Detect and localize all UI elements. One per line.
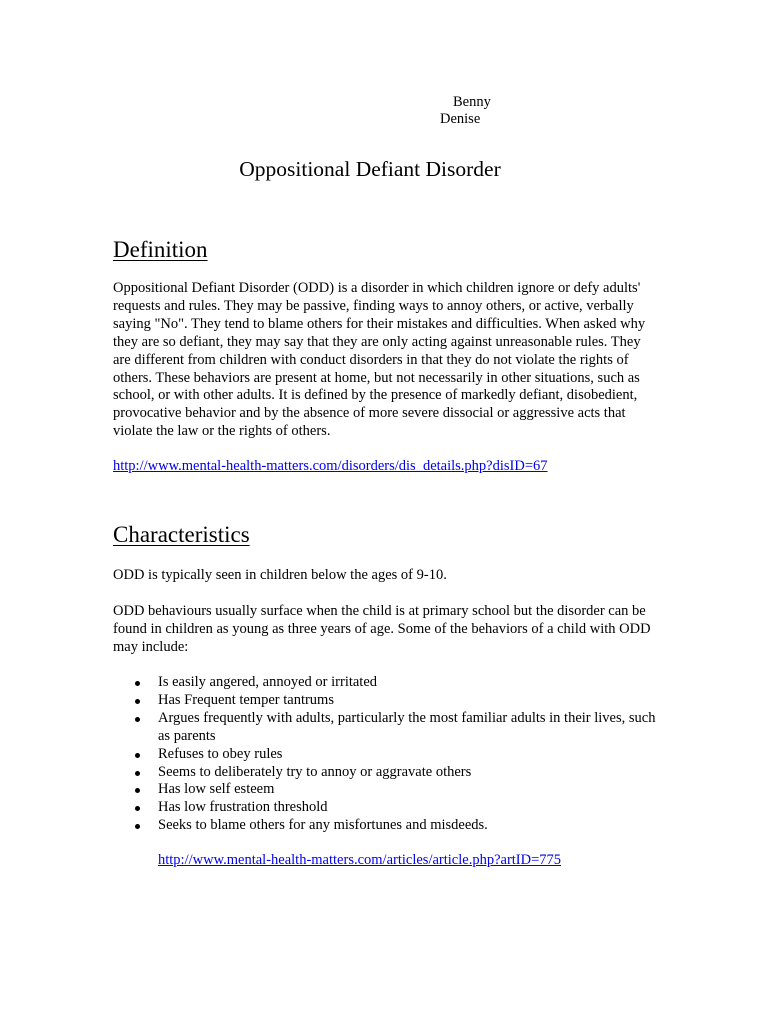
bullet-icon <box>135 806 140 811</box>
list-item-text: Refuses to obey rules <box>158 745 283 762</box>
bullet-icon <box>135 771 140 776</box>
behavior-list <box>113 674 658 835</box>
author-names <box>0 94 768 128</box>
list-item <box>113 817 658 835</box>
characteristics-heading: Characteristics <box>113 522 250 547</box>
list-item-text: Argues frequently with adults, particularly the most familiar adults in their lives, such as parents <box>158 709 656 744</box>
bullet-icon <box>135 824 140 829</box>
document-title-text: Oppositional Defiant Disorder <box>239 157 501 181</box>
definition-heading: Definition <box>113 237 208 262</box>
author-name: Benny <box>453 94 491 110</box>
age-paragraph: ODD is typically seen in children below the ages of 9-10. <box>113 567 447 583</box>
behaviours-paragraph: ODD behaviours usually surface when the child is at primary school but the disorder can be found in children as young as three years of age. Some of the behaviors of a child with ODD may include: <box>113 603 651 655</box>
definition-source-link[interactable]: http://www.mental-health-matters.com/disorders/dis_details.php?disID=67 <box>113 458 548 474</box>
bullet-icon <box>135 699 140 704</box>
author-name: Denise <box>440 111 481 127</box>
definition-paragraph: Oppositional Defiant Disorder (ODD) is a disorder in which children ignore or defy adults' requests and rules. They may be passive, finding ways to annoy others, or active, verbally saying "No". They tend to blame others for their mistakes and difficulties. When asked why they are so defiant, they may say that they are only acting against unreasonable rules. They are different from children with conduct disorders in that they do not violate the rights of others. These behaviors are present at home, but not necessarily in other situations, such as school, or with other adults. It is defined by the presence of markedly defiant, disobedient, provocative behavior and by the absence of more severe dissocial or aggressive acts that violate the law or the rights of others. <box>113 280 646 440</box>
list-item <box>113 781 658 799</box>
list-item-text: Seems to deliberately try to annoy or aggravate others <box>158 763 472 780</box>
list-item <box>113 674 658 692</box>
list-item <box>113 692 658 710</box>
characteristics-source-paragraph <box>158 852 561 870</box>
list-item <box>113 710 658 746</box>
list-item-text: Has low self esteem <box>158 781 275 798</box>
characteristics-source-link[interactable]: http://www.mental-health-matters.com/articles/article.php?artID=775 <box>158 852 562 868</box>
list-item <box>113 799 658 817</box>
list-item <box>113 764 658 782</box>
bullet-icon <box>135 788 140 793</box>
bullet-icon <box>135 717 140 722</box>
list-item-text: Is easily angered, annoyed or irritated <box>158 674 378 690</box>
list-item-text: Seeks to blame others for any misfortunes and misdeeds. <box>158 817 488 834</box>
list-item-text: Has low frustration threshold <box>158 799 328 816</box>
bullet-icon <box>135 753 140 758</box>
list-item-text: Has Frequent temper tantrums <box>158 691 334 708</box>
bullet-icon <box>135 681 140 686</box>
definition-source-paragraph <box>113 458 658 476</box>
document-title <box>0 155 740 183</box>
list-item <box>113 746 658 764</box>
